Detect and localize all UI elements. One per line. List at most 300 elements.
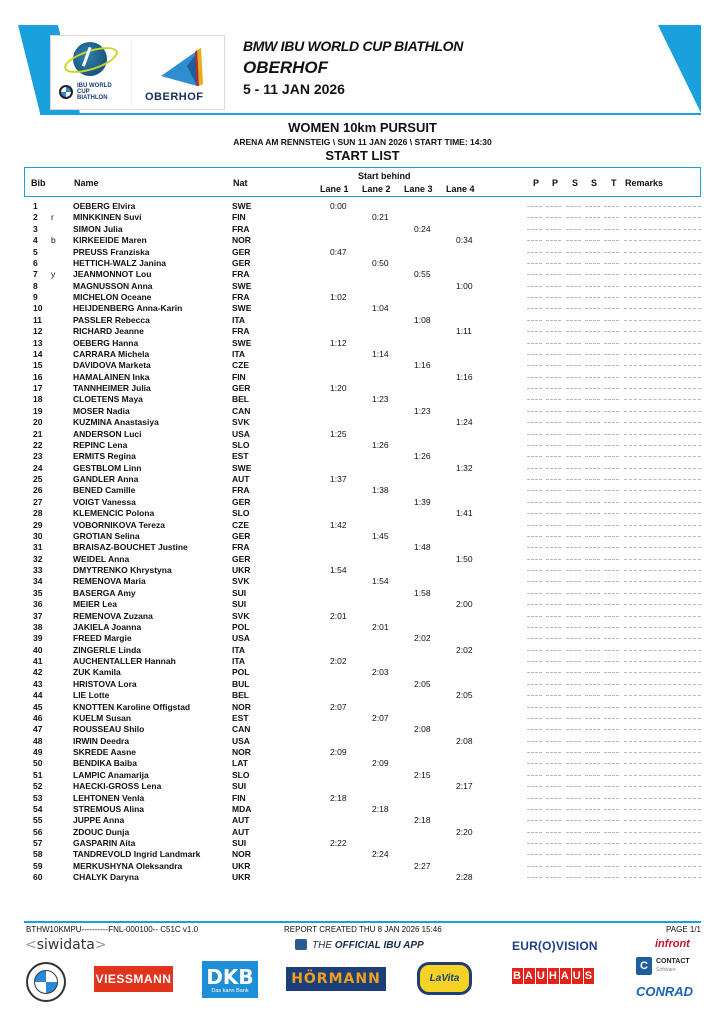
table-row (24, 793, 701, 804)
shooting-entry-blank (566, 343, 581, 344)
nation-code: SLO (232, 769, 250, 780)
shooting-entry-blank (546, 752, 561, 753)
athlete-name: MEIER Lea (73, 599, 117, 610)
remarks-blank (624, 331, 701, 332)
shooting-entry-blank (566, 638, 581, 639)
bib-cell: 46 (33, 712, 43, 723)
table-row (24, 849, 701, 860)
nation-code: FRA (232, 223, 250, 234)
nation-code: GER (232, 553, 251, 564)
shooting-entry-blank (566, 536, 581, 537)
bib-cell: 18 (33, 394, 43, 405)
start-behind-time: 2:07 (372, 712, 389, 723)
table-row (24, 861, 701, 872)
start-behind-time: 2:08 (456, 735, 473, 746)
shooting-entry-blank (566, 388, 581, 389)
remarks-blank (624, 661, 701, 662)
athlete-name: CHALYK Daryna (73, 872, 139, 883)
remarks-blank (624, 365, 701, 366)
shooting-entry-blank (604, 263, 619, 264)
shooting-entry-blank (585, 786, 600, 787)
shooting-entry-blank (527, 513, 542, 514)
lavita-logo: LaVita (417, 962, 472, 995)
shooting-entry-blank (566, 581, 581, 582)
shooting-entry-blank (566, 445, 581, 446)
shooting-entry-blank (566, 650, 581, 651)
remarks-blank (624, 229, 701, 230)
table-row (24, 588, 701, 599)
shooting-entry-blank (566, 752, 581, 753)
shooting-entry-blank (527, 252, 542, 253)
shooting-entry-blank (527, 547, 542, 548)
eurovision-logo: EUR(O)VISION (512, 939, 598, 953)
bib-cell: 11 (33, 314, 42, 325)
bib-cell: 49 (33, 747, 43, 757)
start-behind-time: 1:50 (456, 553, 473, 564)
start-behind-time: 1:16 (414, 360, 431, 371)
shooting-entry-blank (585, 479, 600, 480)
shooting-entry-blank (546, 240, 561, 241)
shooting-entry-blank (566, 274, 581, 275)
remarks-blank (624, 502, 701, 503)
shooting-entry-blank (585, 798, 600, 799)
shooting-entry-blank (604, 206, 619, 207)
shooting-entry-blank (566, 866, 581, 867)
nation-code: NOR (232, 235, 251, 246)
bib-cell: 57 (33, 838, 43, 848)
shooting-entry-blank (585, 263, 600, 264)
shooting-entry-blank (585, 354, 600, 355)
shooting-entry-blank (585, 240, 600, 241)
athlete-name: STREMOUS Alina (73, 803, 144, 814)
athlete-name: TANDREVOLD Ingrid Landmark (73, 849, 201, 860)
shooting-entry-blank (546, 479, 561, 480)
start-behind-time: 1:54 (330, 565, 347, 575)
shooting-entry-blank (604, 468, 619, 469)
bib-cell: 12 (33, 326, 43, 337)
shooting-entry-blank (585, 729, 600, 730)
shooting-entry-blank (585, 672, 600, 673)
shooting-entry-blank (604, 399, 619, 400)
athlete-name: DMYTRENKO Khrystyna (73, 565, 172, 575)
shooting-entry-blank (566, 809, 581, 810)
shooting-entry-blank (585, 456, 600, 457)
bib-flag: b (51, 235, 56, 246)
shooting-entry-blank (527, 741, 542, 742)
shooting-entry-blank (527, 604, 542, 605)
start-behind-time: 1:23 (372, 394, 389, 405)
athlete-name: IRWIN Deedra (73, 735, 130, 746)
shooting-entry-blank (527, 809, 542, 810)
shooting-entry-blank (546, 434, 561, 435)
nation-code: USA (232, 735, 250, 746)
nation-code: GER (232, 257, 251, 268)
shooting-entry-blank (546, 229, 561, 230)
nation-code: UKR (232, 860, 251, 871)
shooting-entry-blank (585, 616, 600, 617)
shooting-entry-blank (604, 638, 619, 639)
shooting-entry-blank (546, 297, 561, 298)
header-prone-2: P (552, 178, 559, 188)
athlete-name: BENDIKA Baiba (73, 758, 137, 769)
shooting-entry-blank (604, 854, 619, 855)
athlete-name: GASPARIN Aita (73, 838, 136, 848)
shooting-entry-blank (527, 718, 542, 719)
shooting-entry-blank (527, 729, 542, 730)
bib-cell: 58 (33, 849, 43, 860)
header-lane-4: Lane 4 (446, 184, 475, 194)
bib-cell: 36 (33, 599, 43, 610)
nation-code: POL (232, 621, 250, 632)
shooting-entry-blank (585, 490, 600, 491)
bib-cell: 29 (33, 519, 43, 530)
table-row (24, 315, 701, 326)
start-behind-time: 1:00 (456, 280, 473, 291)
shooting-entry-blank (546, 365, 561, 366)
bib-cell: 2 (33, 212, 38, 223)
athlete-name: KNOTTEN Karoline Offigstad (73, 701, 191, 712)
bib-cell: 59 (33, 860, 43, 871)
shooting-entry-blank (604, 616, 619, 617)
shooting-entry-blank (546, 263, 561, 264)
remarks-blank (624, 854, 701, 855)
remarks-blank (624, 707, 701, 708)
shooting-entry-blank (604, 411, 619, 412)
start-behind-time: 1:42 (330, 519, 347, 530)
shooting-entry-blank (604, 775, 619, 776)
shooting-entry-blank (527, 286, 542, 287)
shooting-entry-blank (604, 593, 619, 594)
shooting-entry-blank (604, 820, 619, 821)
shooting-entry-blank (527, 331, 542, 332)
athlete-name: DAVIDOVA Marketa (73, 360, 151, 371)
shooting-entry-blank (527, 707, 542, 708)
shooting-entry-blank (604, 252, 619, 253)
shooting-entry-blank (566, 695, 581, 696)
shooting-entry-blank (585, 525, 600, 526)
table-row (24, 451, 701, 462)
shooting-entry-blank (585, 399, 600, 400)
contact-name: CONTACT (656, 958, 690, 965)
shooting-entry-blank (527, 661, 542, 662)
header-nat: Nat (233, 178, 248, 188)
shooting-entry-blank (604, 627, 619, 628)
nation-code: FRA (232, 269, 250, 280)
shooting-entry-blank (527, 775, 542, 776)
shooting-entry-blank (527, 752, 542, 753)
nation-code: GER (232, 246, 251, 257)
bib-cell: 48 (33, 735, 43, 746)
nation-code: FRA (232, 326, 250, 337)
start-behind-time: 1:54 (372, 576, 389, 587)
table-row (24, 326, 701, 337)
remarks-blank (624, 604, 701, 605)
shooting-entry-blank (546, 252, 561, 253)
shooting-entry-blank (585, 650, 600, 651)
contact-c-icon: C (636, 957, 652, 975)
table-row (24, 781, 701, 792)
start-behind-time: 2:02 (330, 656, 347, 666)
start-behind-time: 1:38 (372, 485, 389, 496)
start-behind-time: 2:05 (414, 678, 431, 689)
shooting-entry-blank (527, 616, 542, 617)
remarks-blank (624, 718, 701, 719)
shooting-entry-blank (546, 832, 561, 833)
table-row (24, 258, 701, 269)
remarks-blank (624, 798, 701, 799)
remarks-blank (624, 320, 701, 321)
remarks-blank (624, 809, 701, 810)
shooting-entry-blank (566, 206, 581, 207)
shooting-entry-blank (604, 286, 619, 287)
athlete-name: GROTIAN Selina (73, 530, 140, 541)
start-behind-time: 0:24 (414, 223, 431, 234)
start-behind-time: 0:55 (414, 269, 431, 280)
start-behind-time: 1:37 (330, 474, 347, 484)
shooting-entry-blank (527, 377, 542, 378)
athlete-name: RICHARD Jeanne (73, 326, 144, 337)
start-behind-time: 2:05 (456, 690, 473, 701)
nation-code: AUT (232, 826, 250, 837)
shooting-entry-blank (566, 252, 581, 253)
shooting-entry-blank (566, 502, 581, 503)
remarks-blank (624, 581, 701, 582)
remarks-blank (624, 263, 701, 264)
shooting-entry-blank (566, 854, 581, 855)
shooting-entry-blank (527, 695, 542, 696)
start-behind-time: 1:02 (330, 292, 347, 302)
athlete-name: CARRARA Michela (73, 348, 150, 359)
start-behind-time: 1:41 (456, 508, 473, 519)
bauhaus-letter: U (536, 970, 546, 982)
nation-code: FIN (232, 371, 246, 382)
shooting-entry-blank (546, 331, 561, 332)
shooting-entry-blank (585, 707, 600, 708)
infront-logo: infront (655, 938, 690, 950)
dkb-tagline: Das kann Bank (211, 987, 249, 994)
remarks-blank (624, 820, 701, 821)
shooting-entry-blank (566, 707, 581, 708)
nation-code: NOR (232, 849, 251, 860)
nation-code: SWE (232, 201, 252, 211)
nation-code: BUL (232, 678, 250, 689)
bib-flag: r (51, 212, 54, 223)
shooting-entry-blank (604, 570, 619, 571)
table-row (24, 690, 701, 701)
nation-code: AUT (232, 474, 250, 484)
header-lane-1: Lane 1 (320, 184, 349, 194)
shooting-entry-blank (585, 468, 600, 469)
start-behind-time: 0:47 (330, 246, 347, 257)
nation-code: FIN (232, 792, 246, 803)
bib-cell: 5 (33, 246, 38, 257)
nation-code: UKR (232, 565, 251, 575)
shooting-entry-blank (585, 547, 600, 548)
remarks-blank (624, 752, 701, 753)
shooting-entry-blank (527, 593, 542, 594)
shooting-entry-blank (566, 843, 581, 844)
shooting-entry-blank (604, 832, 619, 833)
nation-code: SLO (232, 508, 250, 519)
shooting-entry-blank (527, 763, 542, 764)
nation-code: CZE (232, 360, 249, 371)
shooting-entry-blank (566, 627, 581, 628)
shooting-entry-blank (566, 308, 581, 309)
shooting-entry-blank (604, 695, 619, 696)
start-behind-time: 1:24 (456, 417, 473, 428)
remarks-blank (624, 525, 701, 526)
bib-cell: 9 (33, 292, 38, 302)
bib-cell: 17 (33, 383, 43, 393)
bib-cell: 53 (33, 792, 43, 803)
bauhaus-letter: U (572, 970, 582, 982)
shooting-entry-blank (546, 718, 561, 719)
shooting-entry-blank (566, 593, 581, 594)
shooting-entry-blank (546, 525, 561, 526)
start-behind-time: 1:58 (414, 587, 431, 598)
nation-code: EST (232, 712, 249, 723)
shooting-entry-blank (527, 672, 542, 673)
shooting-entry-blank (604, 661, 619, 662)
start-behind-time: 2:15 (414, 769, 431, 780)
bib-cell: 23 (33, 451, 43, 462)
shooting-entry-blank (527, 638, 542, 639)
start-behind-time: 1:39 (414, 496, 431, 507)
nation-code: SUI (232, 587, 247, 598)
table-row (24, 758, 701, 769)
shooting-entry-blank (546, 763, 561, 764)
shooting-entry-blank (566, 763, 581, 764)
shooting-entry-blank (585, 752, 600, 753)
bauhaus-letter: B (512, 970, 522, 982)
bib-cell: 32 (33, 553, 43, 564)
table-row (24, 338, 701, 349)
shooting-entry-blank (585, 229, 600, 230)
shooting-entry-blank (604, 877, 619, 878)
table-row (24, 429, 701, 440)
table-row (24, 815, 701, 826)
start-behind-time: 1:08 (414, 314, 431, 325)
remarks-blank (624, 672, 701, 673)
shooting-entry-blank (527, 832, 542, 833)
table-row (24, 576, 701, 587)
start-behind-time: 2:09 (372, 758, 389, 769)
shooting-entry-blank (546, 798, 561, 799)
table-row (24, 804, 701, 815)
siwidata-logo: <siwidata> (25, 937, 107, 953)
shooting-entry-blank (527, 217, 542, 218)
remarks-blank (624, 252, 701, 253)
shooting-entry-blank (585, 559, 600, 560)
shooting-entry-blank (546, 286, 561, 287)
shooting-entry-blank (546, 308, 561, 309)
remarks-blank (624, 445, 701, 446)
table-row (24, 349, 701, 360)
athlete-name: WEIDEL Anna (73, 553, 130, 564)
shooting-entry-blank (566, 331, 581, 332)
shooting-entry-blank (546, 627, 561, 628)
start-behind-time: 1:20 (330, 383, 347, 393)
remarks-blank (624, 775, 701, 776)
start-behind-time: 2:08 (414, 724, 431, 735)
athlete-name: KIRKEEIDE Maren (73, 235, 147, 246)
shooting-entry-blank (566, 684, 581, 685)
shooting-entry-blank (585, 581, 600, 582)
nation-code: SWE (232, 280, 252, 291)
siwidata-text: siwidata (36, 937, 95, 953)
athlete-name: ZINGERLE Linda (73, 644, 141, 655)
remarks-blank (624, 638, 701, 639)
nation-code: FRA (232, 292, 250, 302)
table-row (24, 770, 701, 781)
shooting-entry-blank (527, 525, 542, 526)
nation-code: LAT (232, 758, 248, 769)
shooting-entry-blank (546, 354, 561, 355)
remarks-blank (624, 786, 701, 787)
athlete-name: MAGNUSSON Anna (73, 280, 153, 291)
athlete-name: CLOETENS Maya (73, 394, 143, 405)
table-row (24, 656, 701, 667)
shooting-entry-blank (527, 411, 542, 412)
table-header (24, 167, 701, 197)
shooting-entry-blank (604, 513, 619, 514)
athlete-name: ROUSSEAU Shilo (73, 724, 145, 735)
shooting-entry-blank (604, 763, 619, 764)
shooting-entry-blank (527, 798, 542, 799)
bib-cell: 10 (33, 303, 43, 314)
shooting-entry-blank (527, 388, 542, 389)
table-row (24, 667, 701, 678)
start-behind-time: 2:18 (414, 815, 431, 826)
shooting-entry-blank (604, 741, 619, 742)
shooting-entry-blank (604, 559, 619, 560)
shooting-entry-blank (546, 672, 561, 673)
shooting-entry-blank (604, 229, 619, 230)
bib-cell: 21 (33, 428, 43, 439)
table-row (24, 406, 701, 417)
bib-cell: 44 (33, 690, 43, 701)
shooting-entry-blank (566, 365, 581, 366)
shooting-entry-blank (566, 616, 581, 617)
header-standing-1: S (572, 178, 579, 188)
shooting-entry-blank (566, 775, 581, 776)
remarks-blank (624, 286, 701, 287)
shooting-entry-blank (585, 638, 600, 639)
shooting-entry-blank (566, 411, 581, 412)
shooting-entry-blank (527, 320, 542, 321)
ibu-app-icon (295, 939, 307, 950)
shooting-entry-blank (585, 695, 600, 696)
shooting-entry-blank (546, 820, 561, 821)
remarks-blank (624, 343, 701, 344)
table-row (24, 212, 701, 223)
page-number: PAGE 1/1 (666, 925, 701, 934)
shooting-entry-blank (527, 581, 542, 582)
bib-cell: 54 (33, 803, 43, 814)
shooting-entry-blank (566, 377, 581, 378)
remarks-blank (624, 843, 701, 844)
shooting-entry-blank (546, 502, 561, 503)
nation-code: GER (232, 383, 251, 393)
nation-code: FRA (232, 485, 250, 496)
shooting-entry-blank (604, 809, 619, 810)
bmw-roundel-icon (34, 970, 58, 994)
start-behind-time: 2:09 (330, 747, 347, 757)
bib-cell: 31 (33, 542, 43, 553)
start-behind-time: 2:03 (372, 667, 389, 678)
athlete-name: KUZMINA Anastasiya (73, 417, 159, 428)
shooting-entry-blank (604, 536, 619, 537)
